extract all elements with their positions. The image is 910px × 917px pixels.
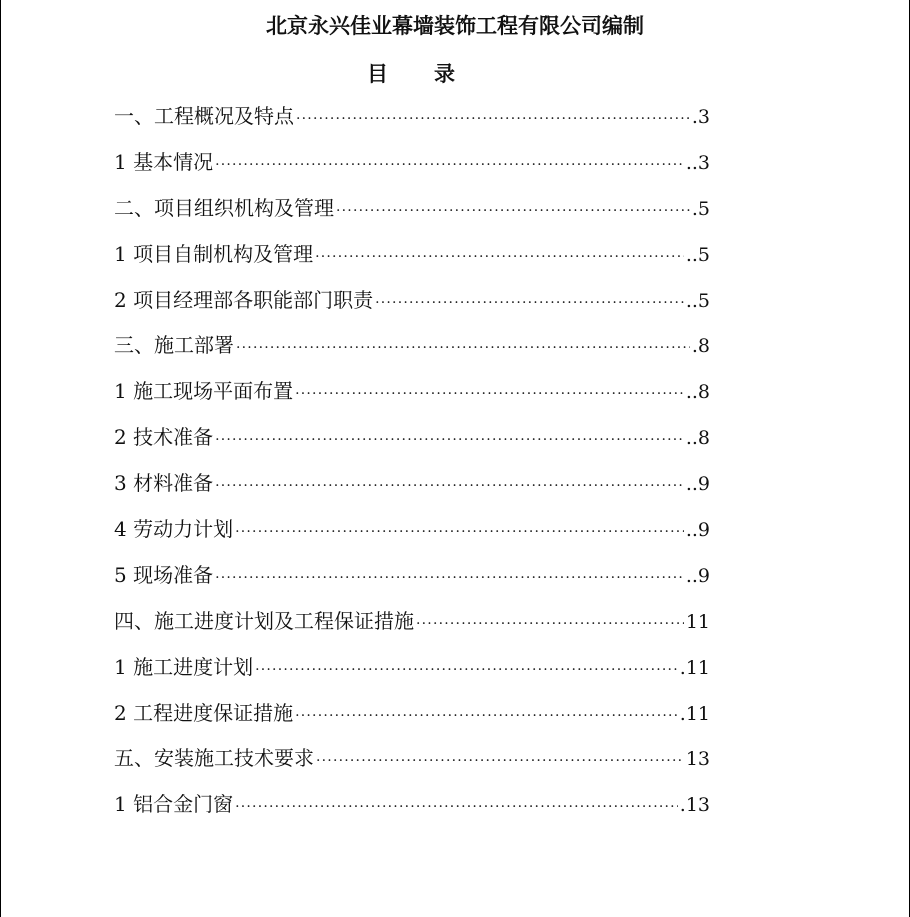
toc-entry[interactable] [114,465,710,511]
toc-entry-label: 2 项目经理部各职能部门职责 [114,287,374,312]
toc-entry[interactable] [114,236,710,282]
table-of-contents [114,98,710,832]
dot-leader [215,422,684,458]
toc-entry-page: .5 [691,197,710,220]
toc-entry-label: 4 劳动力计划 [114,517,234,542]
toc-entry-page: .13 [679,794,710,817]
dot-leader [336,193,690,229]
dot-leader [375,285,684,321]
toc-title [367,58,455,88]
toc-entry-label: 1 基本情况 [114,149,214,174]
toc-entry-page: ..9 [685,564,710,587]
toc-entry-label: 一、工程概况及特点 [114,104,294,128]
dot-leader [215,147,684,183]
toc-entry-label: 三、施工部署 [114,333,234,358]
toc-entry-label: 四、施工进度计划及工程保证措施 [114,608,414,633]
toc-entry-page: ..8 [685,427,710,450]
toc-entry-page: .8 [691,335,710,358]
toc-entry[interactable] [114,740,710,786]
toc-entry-page: .3 [691,106,710,128]
toc-entry-label: 2 技术准备 [114,425,214,450]
dot-leader [215,560,684,596]
toc-entry-label: 1 铝合金门窗 [114,792,234,817]
toc-entry-label: 五、安装施工技术要求 [114,746,314,771]
page-border-left [0,0,1,917]
toc-entry[interactable] [114,695,710,741]
toc-entry-page: ..9 [685,473,710,496]
toc-entry-page: ..5 [685,289,710,312]
toc-entry[interactable] [114,649,710,695]
dot-leader [255,652,678,688]
toc-entry-label: 2 工程进度保证措施 [114,700,294,725]
toc-entry-label: 3 材料准备 [114,471,214,496]
toc-entry-page: .11 [679,656,710,679]
dot-leader [416,606,684,642]
dot-leader [295,376,684,412]
toc-entry[interactable] [114,373,710,419]
document-header [0,10,910,40]
toc-entry-page: ..8 [685,381,710,404]
toc-entry-label: 1 施工现场平面布置 [114,379,294,404]
toc-entry-page: ..5 [685,243,710,266]
toc-title-left: 目 [367,62,388,86]
toc-entry-page: ..3 [685,151,710,174]
toc-entry-page: 11 [685,610,710,633]
company-name: 北京永兴佳业幕墙装饰工程有限公司编制 [266,14,644,38]
toc-entry[interactable] [114,282,710,328]
dot-leader [235,789,678,825]
toc-entry[interactable] [114,144,710,190]
toc-entry-page: .11 [679,702,710,725]
dot-leader [295,698,678,734]
toc-entry[interactable] [114,786,710,832]
toc-entry-label: 1 项目自制机构及管理 [114,241,314,266]
toc-entry[interactable] [114,190,710,236]
dot-leader [316,743,684,779]
dot-leader [296,101,690,137]
toc-entry[interactable] [114,511,710,557]
dot-leader [235,514,684,550]
dot-leader [315,239,684,275]
toc-entry-label: 1 施工进度计划 [114,654,254,679]
toc-title-right: 录 [434,62,455,86]
toc-entry[interactable] [114,98,710,144]
toc-entry[interactable] [114,603,710,649]
toc-entry[interactable] [114,557,710,603]
toc-entry-label: 5 现场准备 [114,562,214,587]
toc-entry[interactable] [114,419,710,465]
toc-entry[interactable] [114,327,710,373]
toc-entry-page: ..9 [685,519,710,542]
dot-leader [215,468,684,504]
toc-entry-page: 13 [685,748,710,771]
dot-leader [236,330,690,366]
toc-entry-label: 二、项目组织机构及管理 [114,195,334,220]
